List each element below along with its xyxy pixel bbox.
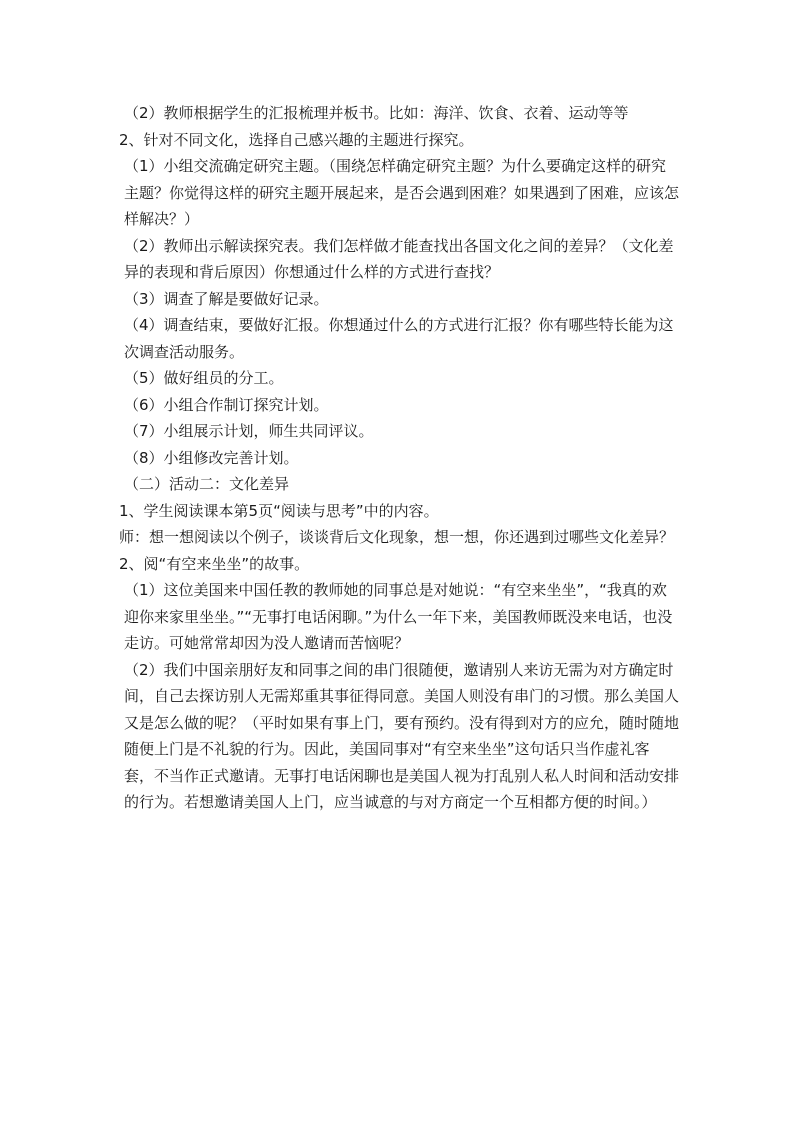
paragraph-sub-3-record: （3）调查了解是要做好记录。 [124, 289, 329, 308]
paragraph-sub-6-plan: （6）小组合作制订探究计划。 [124, 395, 329, 414]
paragraph-story-sub-2: （2）我们中国亲朋好友和同事之间的串门很随便，邀请别人来访无需为对方确定时间，自己去探访别人无需郑重其事征得同意。美国人则没有串门的习惯。那么美国人又是怎么做的呢？（平时如果有事上门，要有预约。没有得到对方的应允，随时随地随便上门是不礼貌的行为。因此，美国同事对“有空来坐坐”这句话只当作虚礼客套，不当作正式邀请。无事打电话闲聊也是美国人视为打乱别人私人时间和活动安排的行为。若想邀请美国人上门，应当诚意的与对方商定一个互相都方便的时间。） [124, 660, 680, 811]
paragraph-story-sub-1: （1）这位美国来中国任教的教师她的同事总是对她说：“有空来坐坐”，“我真的欢迎你来家里坐坐。”“无事打电话闲聊。”为什么一年下来，美国教师既没来电话，也没走访。可她常常却因为没人邀请而苦恼呢？ [124, 581, 673, 652]
paragraph-teacher-prompt: 师：想一想阅读以个例子，谈谈背后文化现象，想一想，你还遇到过哪些文化差异？ [119, 528, 675, 546]
paragraph-step-2-explore: 2、针对不同文化，选择自己感兴趣的主题进行探究。 [119, 130, 474, 149]
paragraph-sub-5-division: （5）做好组员的分工。 [124, 369, 284, 387]
paragraph-sub-4-report: （4）调查结束，要做好汇报。你想通过什么的方式进行汇报？你有哪些特长能为这次调查活动服务。 [124, 316, 674, 361]
paragraph-step-2-story: 2、阅“有空来坐坐”的故事。 [119, 554, 310, 573]
paragraph-sub-7-present: （7）小组展示计划，师生共同评议。 [124, 422, 374, 440]
paragraph-teacher-summary: （2）教师根据学生的汇报梳理并板书。比如：海洋、饮食、衣着、运动等等 [124, 104, 629, 122]
paragraph-sub-8-revise: （8）小组修改完善计划。 [124, 448, 299, 467]
paragraph-step-1-read: 1、学生阅读课本第5页“阅读与思考”中的内容。 [119, 501, 439, 520]
document-body [119, 100, 679, 816]
section-heading-activity-2: （二）活动二：文化差异 [124, 475, 290, 493]
paragraph-sub-2-table: （2）教师出示解读探究表。我们怎样做才能查找出各国文化之间的差异？（文化差异的表现和背后原因）你想通过什么样的方式进行查找？ [124, 236, 674, 281]
paragraph-sub-1-topic: （1）小组交流确定研究主题。（围绕怎样确定研究主题？为什么要确定这样的研究主题？你觉得这样的研究主题开展起来，是否会遇到困难？如果遇到了困难，应该怎样解决？） [124, 157, 680, 228]
